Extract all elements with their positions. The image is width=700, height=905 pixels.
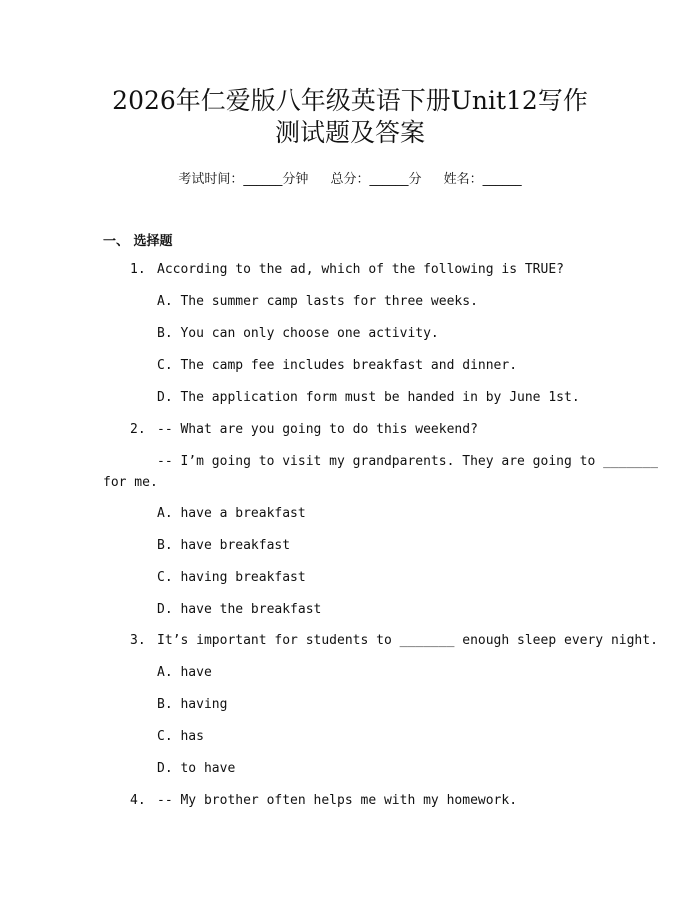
question-2-option-a: A. have a breakfast	[157, 506, 306, 521]
exam-time: 考试时间：______分钟	[178, 172, 309, 187]
question-2-text: -- What are you going to do this weekend?	[157, 422, 478, 437]
question-2-option-c: C. having breakfast	[157, 570, 306, 585]
document-title-line-2: 测试题及答案	[274, 118, 425, 147]
question-1-option-d: D. The application form must be handed in by June 1st.	[157, 390, 580, 405]
question-2-option-d: D. have the breakfast	[157, 602, 322, 617]
exam-info	[0, 168, 700, 187]
question-1-number: 1.	[130, 262, 146, 277]
exam-total-score: 总分：______分	[330, 172, 422, 187]
question-4-number: 4.	[130, 793, 146, 808]
question-3-option-a: A. have	[157, 665, 212, 680]
question-2-option-b: B. have breakfast	[157, 538, 291, 553]
question-2-text-wrap: for me.	[103, 475, 158, 490]
question-3-option-b: B. having	[157, 697, 228, 712]
question-3-text: It’s important for students to _______ enough sleep every night.	[157, 633, 658, 648]
question-4-text: -- My brother often helps me with my homework.	[157, 793, 518, 808]
question-1-option-a: A. The summer camp lasts for three weeks.	[157, 294, 478, 309]
section-title: 一、 选择题	[103, 234, 173, 249]
question-1-option-c: C. The camp fee includes breakfast and dinner.	[157, 358, 518, 373]
document-title-line-1: 2026年仁爱版八年级英语下册Unit12写作	[112, 86, 588, 115]
question-2-text-continued: -- I’m going to visit my grandparents. They are going to _______	[157, 454, 658, 469]
student-name: 姓名：______	[443, 172, 522, 187]
question-3-option-d: D. to have	[157, 761, 236, 776]
question-1-text: According to the ad, which of the following is TRUE?	[157, 262, 564, 277]
question-3-number: 3.	[130, 633, 146, 648]
question-2-number: 2.	[130, 422, 146, 437]
question-3-option-c: C. has	[157, 729, 204, 744]
question-1-option-b: B. You can only choose one activity.	[157, 326, 439, 341]
